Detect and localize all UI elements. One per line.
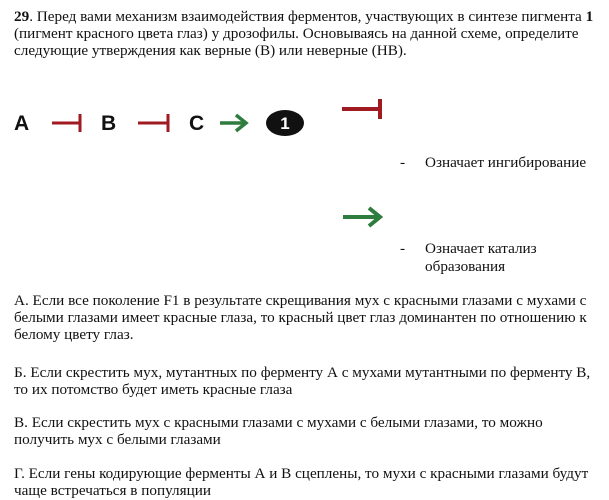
question-number: 29 [14,8,30,25]
legend-inhibition-text: Означает ингибирование [425,154,587,171]
statement-g: Г. Если гены кодирующие ферменты А и В сцеплены, то мухи с красными глазами будут чаще встречаться в популяции [14,465,589,499]
legend-catalysis-text-line1: Означает катализ [425,240,537,257]
pathway-diagram [0,95,609,155]
legend-catalysis-icon [340,204,390,230]
node-c: C [189,112,205,135]
product-label: 1 [280,114,290,133]
legend-inhibition-dash: - [400,154,406,171]
question-text-before: . Перед вами механизм взаимодействия ферментов, участвующих в синтезе пигмента [29,8,586,25]
inhibition-arrow-b-c [138,114,168,132]
product-pigment-1 [266,110,304,136]
legend-catalysis-dash: - [400,240,406,257]
catalysis-arrow-c-product [220,115,246,131]
question-text-after: (пигмент красного цвета глаз) у дрозофилы. Основываясь на данной схеме, определите следующие утверждения как верные (В) или неверные (НВ). [14,25,579,59]
node-b: B [101,112,117,135]
node-a: A [14,112,30,135]
legend-catalysis-text-line2: образования [425,258,506,275]
pigment-number: 1 [585,8,594,25]
question-text [14,8,599,59]
legend-inhibition-icon [340,96,390,126]
statement-b: Б. Если скрестить мух, мутантных по ферменту А с мухами мутантными по ферменту В, то их потомство будет иметь красные глаза [14,364,591,398]
inhibition-arrow-a-b [52,114,80,132]
statement-a: А. Если все поколение F1 в результате скрещивания мух с красными глазами с мухами с белыми глазами имеет красные глаза, то красный цвет глаз доминантен по отношению к белому цвету глаз. [14,292,587,343]
statement-v: В. Если скрестить мух с красными глазами с мухами с белыми глазами, то можно получить мух с белыми глазами [14,414,543,448]
